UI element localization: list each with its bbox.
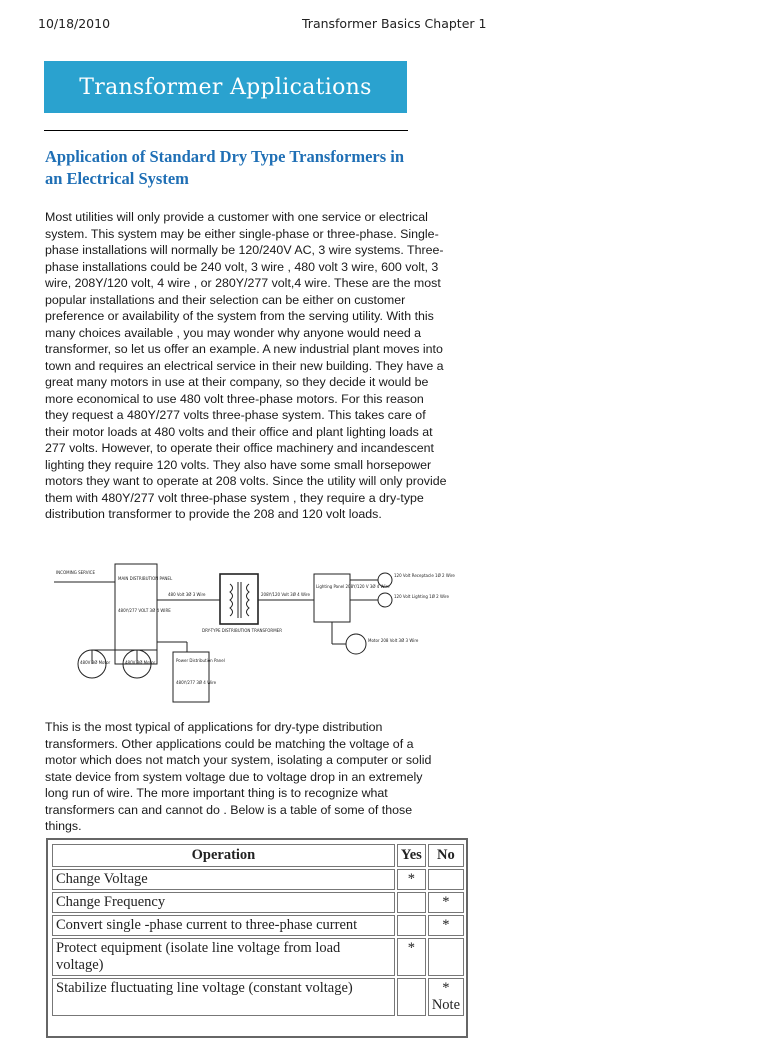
operations-table [46,838,468,1038]
label-lighting-panel: Lighting Panel 208Y/120 V 3Ø 4 Wire [316,584,390,589]
small-motor-symbol [346,634,366,654]
banner-title: Transformer Applications [79,74,372,100]
row-operation: Change Voltage [52,869,395,890]
secondary-coil [247,584,250,616]
row-yes [397,978,426,1016]
label-feeder: 480 Volt 3Ø 3 Wire [168,592,206,597]
lighting-panel-box [314,574,350,622]
table-row [52,892,464,913]
label-motor-2: 480V 3Ø Motor [125,660,156,665]
label-secondary: 208Y/120 Volt 3Ø 4 Wire [261,592,310,597]
row-no: * Note [428,978,464,1016]
row-yes [397,915,426,936]
row-operation: Protect equipment (isolate line voltage from load voltage) [52,938,395,976]
intro-paragraph: Most utilities will only provide a customer with one service or electrical system. This system may be either single-phase or three-phase. Single-phase installations will normally be 120/240V AC, 3 wire systems. Three-phase installations could be 240 volt, 3 wire , 480 volt 3 wire, 600 volt, 3 wire, 208Y/120 volt, 4 wire , or 280Y/277 volt,4 wire. These are the most popular installations and their selection can be either on customer preference or availability of the system from the serving utility. With this many choices available , you may wonder why anyone would need a transformer, so let us offer an example. A new industrial plant moves into town and requires an electrical service in their new building. They have a great many motors in use at their company, so they decide it would be more economical to use 480 volt three-phase motors. For this reason they request a 480Y/277 volts three-phase system. This takes care of their motor loads at 480 volts and their office and plant lighting loads at 277 volts. However, to operate their office machinery and incandescent lighting they require 120 volts. They also have some small horsepower motors they want to operate at 208 volts. Since the utility will only provide them with 480Y/277 volt three-phase system , they require a dry-type distribution transformer to provide the 208 and 120 volt loads. [45,210,447,521]
lighting-symbol [378,593,392,607]
label-main-panel: MAIN DISTRIBUTION PANEL [118,576,173,581]
row-yes: * [397,869,426,890]
col-no: No [428,844,464,867]
row-operation: Stabilize fluctuating line voltage (constant voltage) [52,978,395,1016]
row-operation: Convert single -phase current to three-phase current [52,915,395,936]
row-no: * [428,915,464,936]
page-heading: Application of Standard Dry Type Transformers in an Electrical System [45,147,405,188]
applications-paragraph: This is the most typical of applications for dry-type distribution transformers. Other applications could be matching the voltage of a motor which does not match your system, isolating a computer or solid state device from system voltage due to voltage drop in an extremely long run of wire. The more important thing is to recognize what transformers can and cannot do . Below is a table of some of those things. [45,720,432,833]
primary-coil [230,584,233,616]
label-small-motor: Motor 208 Volt 3Ø 3 Wire [368,638,419,643]
header-date: 10/18/2010 [38,16,111,31]
table-row [52,938,464,976]
col-operation: Operation [52,844,395,867]
row-no [428,869,464,890]
divider [44,130,408,131]
label-main-panel-spec: 480Y/277 VOLT 3Ø 4 WIRE [118,608,171,613]
table-row [52,978,464,1016]
row-operation: Change Frequency [52,892,395,913]
section-banner [44,61,407,113]
transformer-box [220,574,258,624]
table-header-row [52,844,464,867]
row-no: * [428,892,464,913]
label-power-panel-spec: 480Y/277 3Ø 4 Wire [176,680,217,685]
header-title: Transformer Basics Chapter 1 [302,16,487,31]
row-yes [397,892,426,913]
label-incoming: INCOMING SERVICE [56,570,95,575]
system-diagram [52,560,455,710]
label-motor-1: 480V 3Ø Motor [80,660,111,665]
label-transformer: DRY-TYPE DISTRIBUTION TRANSFORMER [202,628,282,633]
table-row [52,869,464,890]
row-no [428,938,464,976]
table-row [52,915,464,936]
label-receptacle: 120 Volt Receptacle 1Ø 2 Wire [394,573,455,578]
col-yes: Yes [397,844,426,867]
label-lighting: 120 Volt Lighting 1Ø 2 Wire [394,594,449,599]
row-yes: * [397,938,426,976]
label-power-panel: Power Distribution Panel [176,658,225,663]
